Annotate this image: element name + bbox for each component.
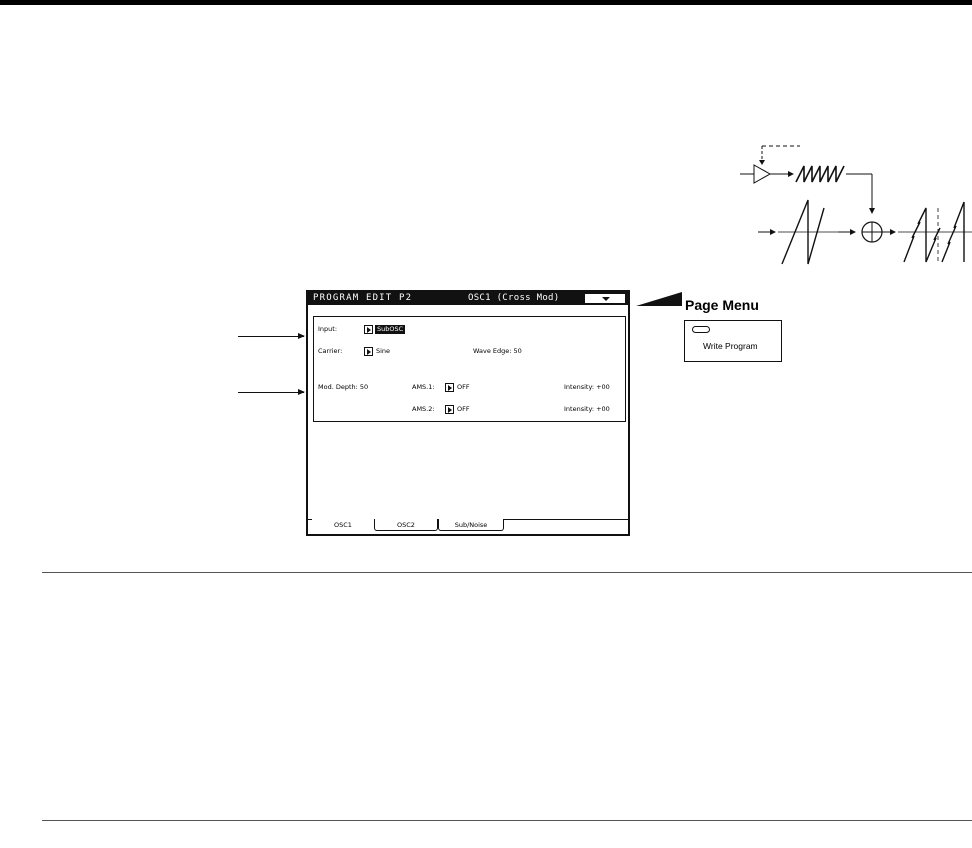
input-popup-button[interactable] — [364, 325, 373, 334]
carrier-value[interactable]: Sine — [376, 347, 391, 355]
cross-mod-diagram — [736, 138, 972, 268]
intensity2-field[interactable]: Intensity: +00 — [564, 405, 610, 413]
ams2-value[interactable]: OFF — [457, 405, 470, 413]
tab-sub-noise[interactable]: Sub/Noise — [438, 519, 504, 531]
tab-osc2[interactable]: OSC2 — [374, 519, 438, 531]
bottom-divider — [42, 820, 972, 821]
tab-osc1[interactable]: OSC1 — [312, 519, 374, 531]
page-menu-panel — [684, 320, 782, 362]
parameter-box — [313, 316, 626, 422]
input-label: Input: — [318, 325, 338, 333]
lcd-title-bar — [308, 292, 628, 305]
page-name: OSC1 (Cross Mod) — [468, 293, 560, 303]
ams1-popup-button[interactable] — [445, 383, 454, 392]
section-divider — [42, 572, 972, 573]
page-menu-pointer — [636, 292, 682, 306]
page-menu-button[interactable] — [584, 293, 626, 304]
selection-marker-icon — [692, 326, 710, 333]
page-title: PROGRAM EDIT P2 — [313, 293, 413, 303]
mod-depth-field[interactable]: Mod. Depth: 50 — [318, 383, 369, 391]
top-rule — [0, 0, 972, 5]
ams1-value[interactable]: OFF — [457, 383, 470, 391]
ams2-popup-button[interactable] — [445, 405, 454, 414]
lcd-screen — [306, 290, 630, 536]
mod-depth-arrow — [238, 392, 304, 393]
triangle-down-icon — [602, 297, 610, 301]
carrier-label: Carrier: — [318, 347, 343, 355]
ams1-label: AMS.1: — [412, 383, 435, 391]
tab-bar — [308, 518, 628, 534]
input-arrow — [238, 336, 304, 337]
write-program-menu-item[interactable]: Write Program — [703, 341, 758, 351]
input-value[interactable]: SubOSC — [377, 325, 404, 333]
intensity1-field[interactable]: Intensity: +00 — [564, 383, 610, 391]
ams2-label: AMS.2: — [412, 405, 435, 413]
carrier-popup-button[interactable] — [364, 347, 373, 356]
wave-edge-field[interactable]: Wave Edge: 50 — [473, 347, 522, 355]
page-menu-title: Page Menu — [685, 297, 759, 313]
